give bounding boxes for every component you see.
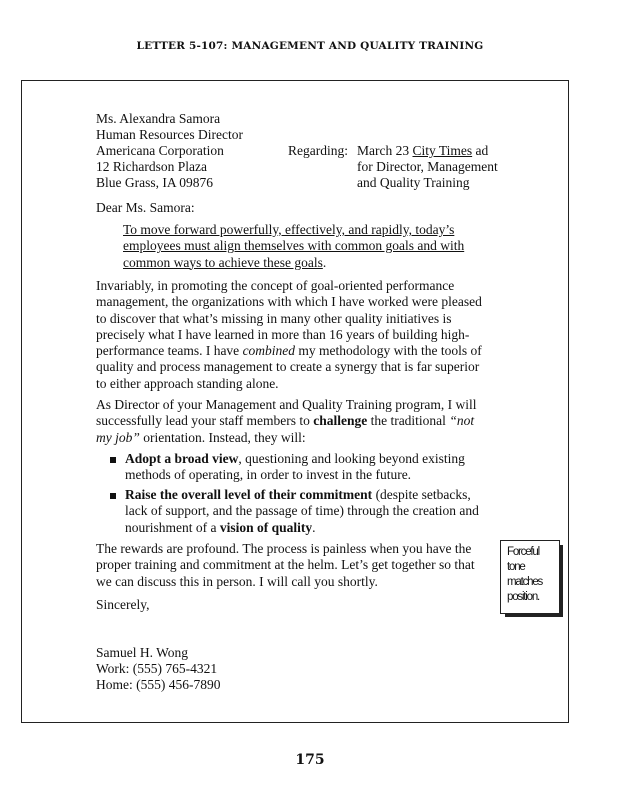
regarding-label: Regarding: [288,143,348,158]
regarding-line-2: for Director, Management [357,159,498,174]
closing: Sincerely, [96,597,150,612]
signer-home-phone: Home: (555) 456-7890 [96,677,221,692]
bullet-item-2: Raise the overall level of their commitment (despite setbacks, lack of support, and the passage of time) through the creation and nourishment of a vision of quality. [125,487,479,535]
bullet-marker [110,493,116,499]
page-number: 175 [295,752,325,768]
newspaper-name: City Times [412,143,473,158]
side-note: Forceful tone matches position. [500,540,560,614]
recipient-street: 12 Richardson Plaza [96,159,207,174]
paragraph-3: The rewards are profound. The process is painless when you have the proper training and commitment at the helm. Let’s get together so that we can discuss this in person. I will call you shortly. [96,541,475,589]
opening-quote: To move forward powerfully, effectively, and rapidly, today’s employees must align themselves with common goals and with common ways to achieve these goals. [123,222,465,270]
bullet-item-1: Adopt a broad view, questioning and looking beyond existing methods of operating, in order to invest in the future. [125,451,465,483]
recipient-name: Ms. Alexandra Samora [96,111,221,126]
regarding-line-3: and Quality Training [357,175,470,190]
recipient-company: Americana Corporation [96,143,224,158]
recipient-city: Blue Grass, IA 09876 [96,175,213,190]
salutation: Dear Ms. Samora: [96,200,195,215]
recipient-title: Human Resources Director [96,127,243,142]
bullet-marker [110,457,116,463]
signer-work-phone: Work: (555) 765-4321 [96,661,218,676]
page-header: LETTER 5-107: MANAGEMENT AND QUALITY TRAINING [136,40,484,52]
paragraph-2: As Director of your Management and Quality Training program, I will successfully lead your staff members to challenge the traditional “not my job” orientation. Instead, they will: [96,397,477,445]
signer-name: Samuel H. Wong [96,645,189,660]
paragraph-1: Invariably, in promoting the concept of goal-oriented performance management, the organizations with which I have worked were pleased to discover that what’s missing in many other quality initiatives is precisely what I have learned in more than 16 years of building high- performance teams. I have combined my methodology with the tools of quality and process management to create a synergy that is far superior to either approach standing alone. [96,278,482,391]
regarding-line-1: March 23 City Times ad [357,143,489,158]
